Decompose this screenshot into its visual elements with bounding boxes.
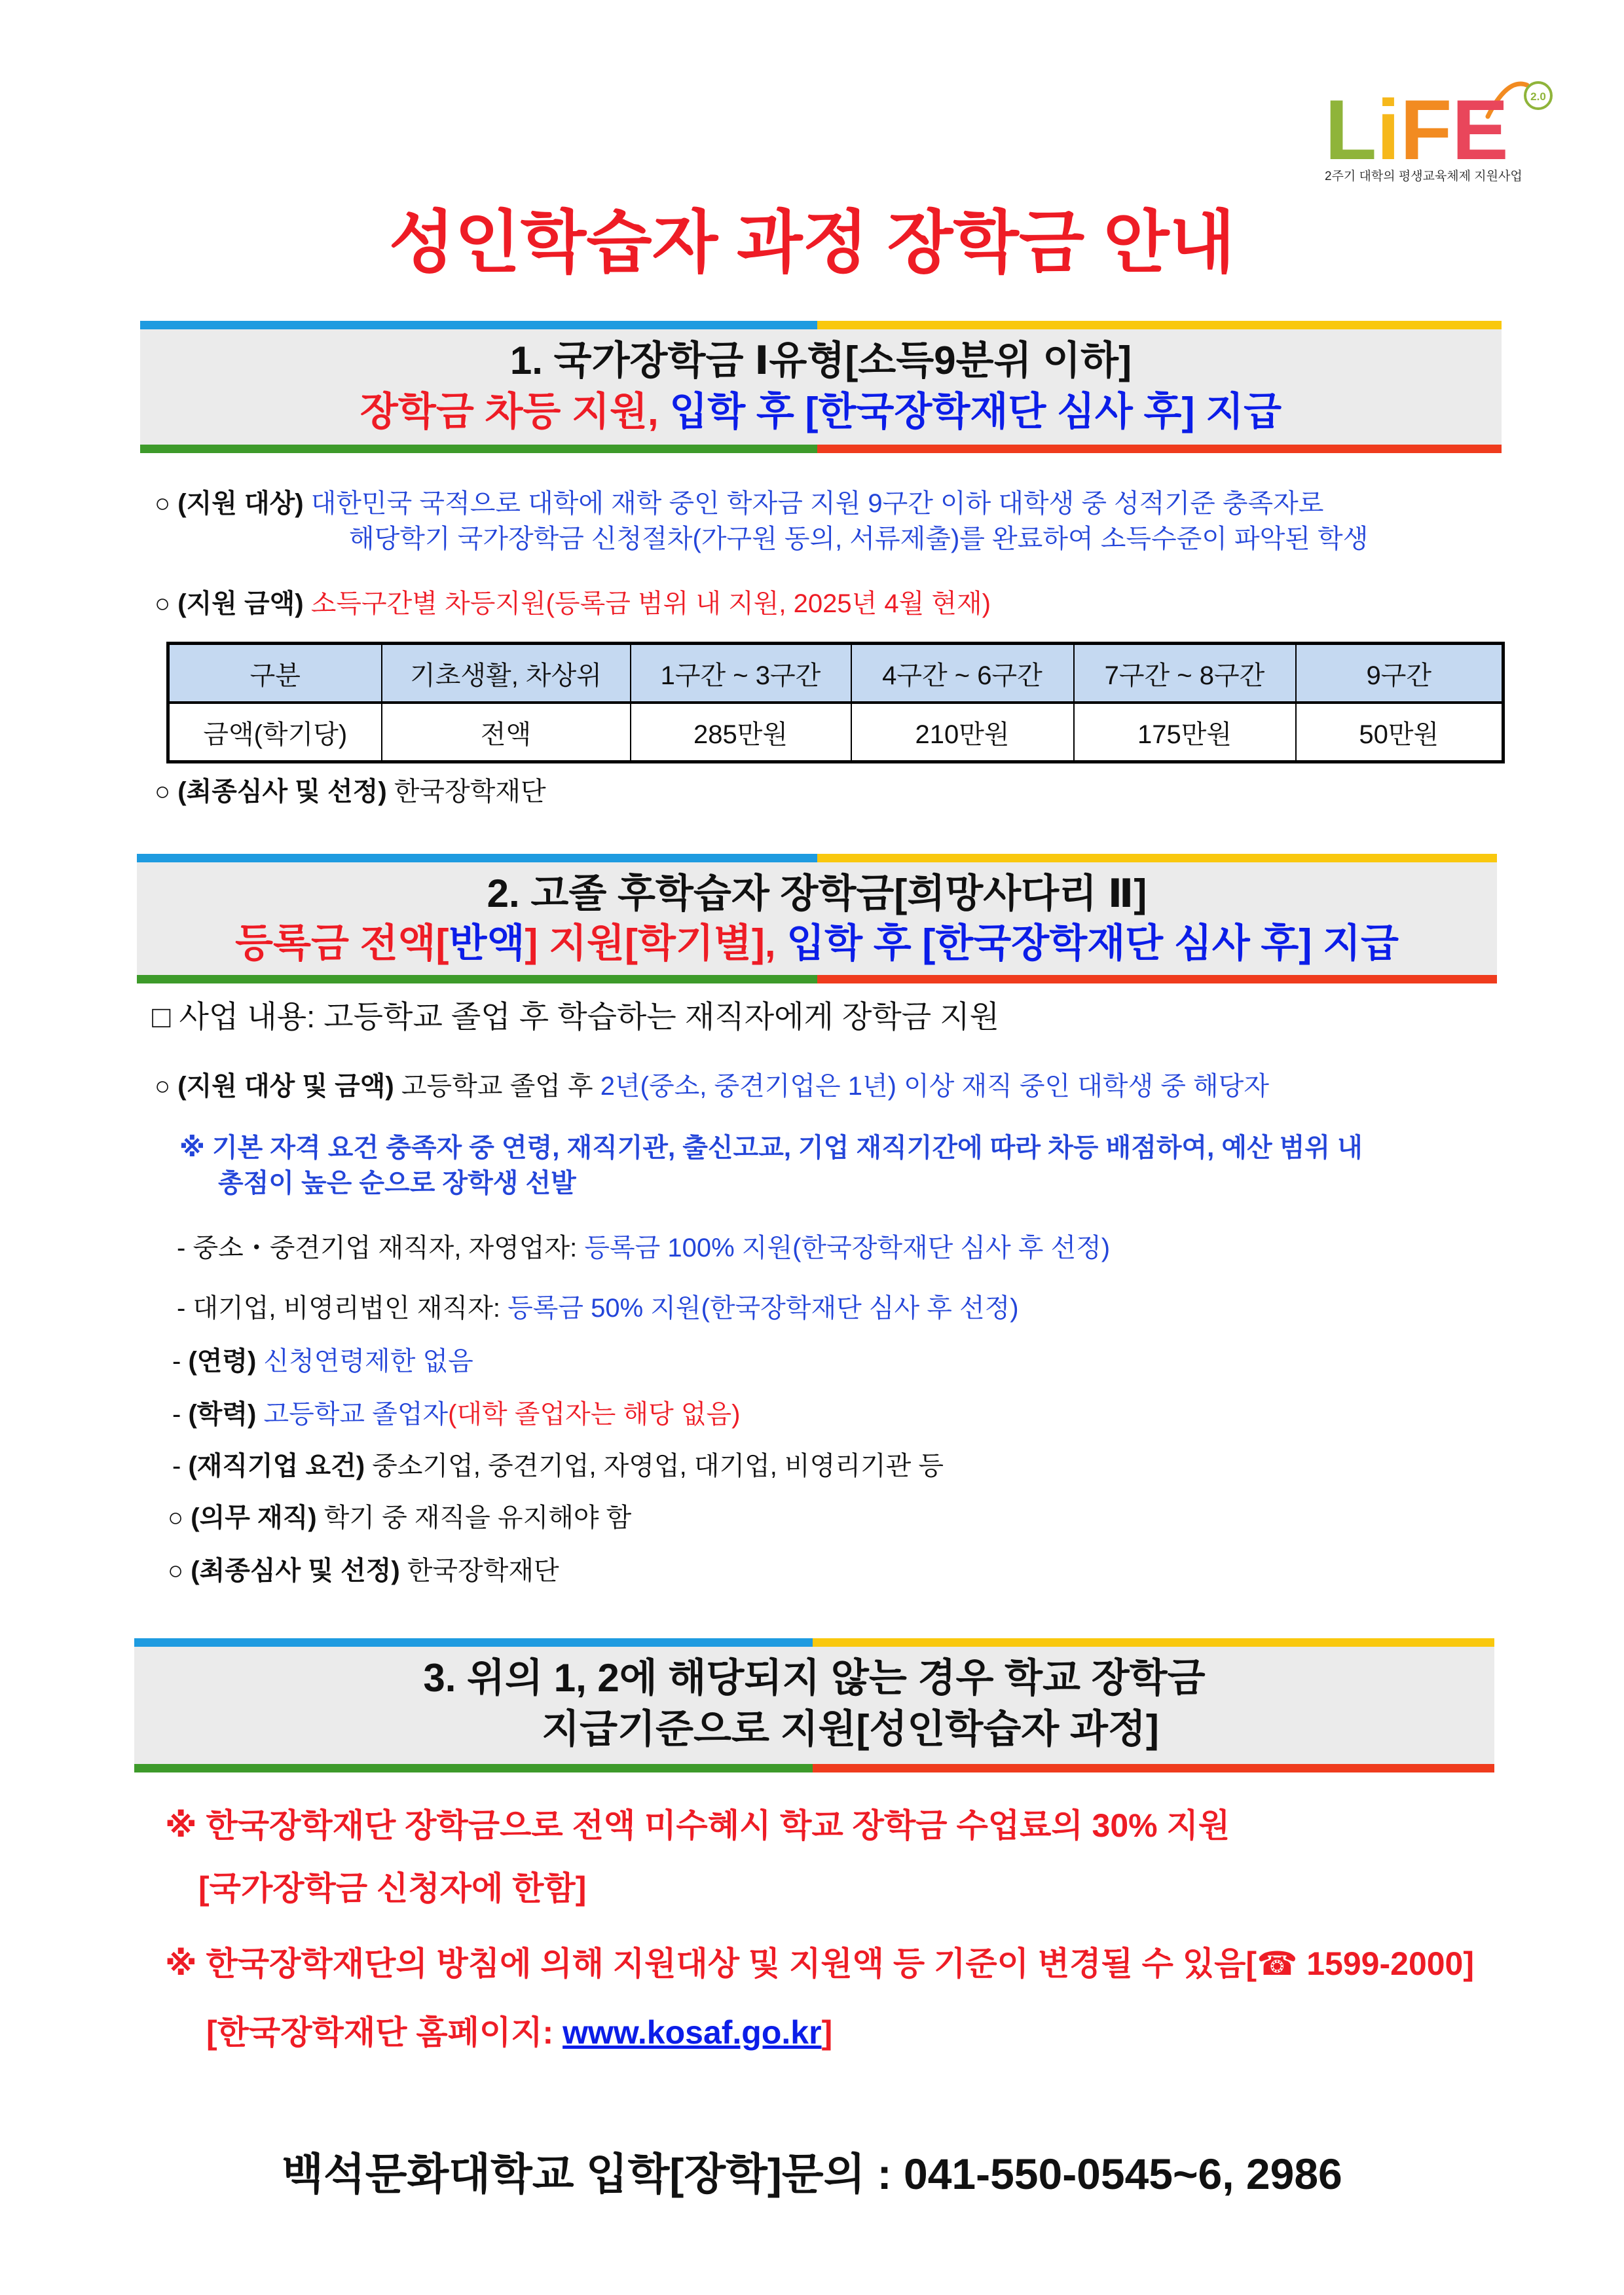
section2-education-text: 고등학교 졸업자 <box>263 1400 449 1429</box>
section2-age-text: 신청연령제한 없음 <box>263 1347 473 1376</box>
logo-subtitle: 2주기 대학의 평생교육체제 지원사업 <box>1325 170 1522 183</box>
logo-letter-e: E <box>1452 82 1509 170</box>
section1-target-text-line2: 해당학기 국가장학금 신청절차(가구원 동의, 서류제출)를 완료하여 소득수준이 파악된 학생 <box>349 524 1369 553</box>
table-row <box>168 703 1504 762</box>
section1-selection-text: 한국장학재단 <box>394 777 546 806</box>
section2-large-text: 등록금 50% 지원(한국장학재단 심사 후 선정) <box>507 1294 1019 1323</box>
section2-criteria-text-line2: 총점이 높은 순으로 장학생 선발 <box>218 1169 576 1198</box>
section2-heading-blue-b: 입학 후 [한국장학재단 심사 후] 지급 <box>786 921 1399 965</box>
section3-bottom-bar-green <box>134 1764 813 1772</box>
bullet-circle: ○ <box>155 777 171 806</box>
logo-version: 2.0 <box>1530 90 1546 103</box>
section1-target <box>155 488 1323 519</box>
section2-selection-label: (최종심사 및 선정) <box>191 1556 400 1585</box>
section2-heading-line1: 2. 고졸 후학습자 장학금[희망사다리 Ⅱ] <box>487 872 1147 915</box>
bullet-circle: ○ <box>155 1072 171 1101</box>
reference-mark: ※ <box>165 1807 197 1844</box>
section2-employer <box>172 1450 944 1482</box>
section1-heading-blue: 입학 후 [한국장학재단 심사 후] 지급 <box>669 390 1282 433</box>
section2-selection-text: 한국장학재단 <box>407 1556 559 1585</box>
scholarship-amount-table <box>166 642 1505 763</box>
table-cell: 금액(학기당) <box>168 703 382 762</box>
bullet-circle: ○ <box>155 489 171 518</box>
section1-target-text: 대한민국 국적으로 대학에 재학 중인 학자금 지원 9구간 이하 대학생 중 성적기준 충족자로 <box>310 489 1324 518</box>
table-cell: 210만원 <box>851 703 1074 762</box>
section1-top-bar-blue <box>140 321 817 329</box>
logo-letter-i: i <box>1376 82 1401 170</box>
table-header-cell: 구분 <box>168 644 382 703</box>
section2-education <box>172 1399 740 1430</box>
bullet-circle: ○ <box>168 1503 184 1532</box>
section2-heading-blue-a: 반액 <box>449 921 525 965</box>
table-header-cell: 7구간 ~ 8구간 <box>1074 644 1296 703</box>
section1-heading-red: 장학금 차등 지원, <box>360 390 659 433</box>
section2-sme-text: 등록금 100% 지원(한국장학재단 심사 후 선정) <box>584 1234 1111 1262</box>
bullet-dash: - <box>172 1347 181 1376</box>
section2-heading-line2 <box>137 919 1497 968</box>
section1-header-box <box>140 321 1502 453</box>
section2-top-bar-yellow <box>817 854 1497 862</box>
contact-footer: 백석문화대학교 입학[장학]문의 : 041-550-0545~6, 2986 <box>282 2150 1342 2198</box>
table-header-cell: 1구간 ~ 3구간 <box>631 644 851 703</box>
section3-header-box <box>134 1638 1494 1772</box>
section2-criteria-note <box>179 1132 1363 1164</box>
section2-top-bar-blue <box>137 854 817 862</box>
logo-letter-f: F <box>1400 82 1452 170</box>
bullet-dash: - <box>177 1234 186 1262</box>
section2-target-label: (지원 대상 및 금액) <box>177 1072 394 1101</box>
section2-heading-red-a: 등록금 전액[ <box>235 921 449 965</box>
table-header-cell: 기초생활, 차상위 <box>382 644 631 703</box>
section3-top-bar-blue <box>134 1638 813 1647</box>
section2-age-label: (연령) <box>188 1347 257 1376</box>
section3-note2-prefix: [한국장학재단 홈페이지: <box>206 2014 563 2051</box>
section2-bottom-bar-red <box>817 975 1497 983</box>
life-logo <box>1316 65 1578 170</box>
section3-note2-suffix: ] <box>821 2014 833 2051</box>
section1-amount-text: 소득구간별 차등지원(등록금 범위 내 지원, 2025년 4월 현재) <box>310 589 991 618</box>
table-cell: 전액 <box>382 703 631 762</box>
section3-top-bar-yellow <box>813 1638 1494 1647</box>
section2-education-label: (학력) <box>188 1400 257 1429</box>
section2-overview-text: 사업 내용: 고등학교 졸업 후 학습하는 재직자에게 장학금 지원 <box>179 999 1000 1034</box>
table-header-cell: 9구간 <box>1296 644 1504 703</box>
section2-duty-label: (의무 재직) <box>191 1503 317 1532</box>
section2-large-support <box>177 1293 1019 1324</box>
logo-letter-l: L <box>1325 82 1377 170</box>
section1-target-label: (지원 대상) <box>177 489 304 518</box>
section3-heading-line1: 3. 위의 1, 2에 해당되지 않는 경우 학교 장학금 <box>423 1656 1206 1700</box>
table-cell: 285만원 <box>631 703 851 762</box>
section2-employer-label: (재직기업 요건) <box>188 1452 365 1480</box>
section3-note1-sub: [국가장학금 신청자에 한함] <box>198 1870 587 1907</box>
section2-criteria-text: 기본 자격 요건 충족자 중 연령, 재직기관, 출신고교, 기업 재직기간에 따라 차등 배점하여, 예산 범위 내 <box>212 1133 1363 1162</box>
section1-bottom-bar-red <box>817 445 1502 453</box>
reference-mark: ※ <box>179 1133 205 1162</box>
section3-note2 <box>165 1944 1474 1983</box>
section2-target-text-b: 2년(중소, 중견기업은 1년) 이상 재직 중인 대학생 중 해당자 <box>600 1072 1269 1101</box>
section2-duty-text: 학기 중 재직을 유지해야 함 <box>323 1503 632 1532</box>
page-title: 성인학습자 과정 장학금 안내 <box>388 205 1236 281</box>
bullet-circle: ○ <box>155 589 171 618</box>
section1-heading-line1: 1. 국가장학금 Ⅰ유형[소득9분위 이하] <box>509 339 1132 382</box>
section1-top-bar-yellow <box>817 321 1502 329</box>
section2-sme-support <box>177 1232 1110 1264</box>
section1-bottom-bar-green <box>140 445 817 453</box>
section3-note2-text: 한국장학재단의 방침에 의해 지원대상 및 지원액 등 기준이 변경될 수 있음[☎ 1599-2000] <box>206 1945 1475 1982</box>
table-cell: 175만원 <box>1074 703 1296 762</box>
section2-overview <box>152 999 999 1035</box>
bullet-dash: - <box>172 1400 181 1429</box>
section1-amount-label: (지원 금액) <box>177 589 304 618</box>
section1-amount <box>155 588 991 619</box>
section2-education-note: (대학 졸업자는 해당 없음) <box>448 1400 741 1429</box>
section3-heading-line2: 지급기준으로 지원[성인학습자 과정] <box>542 1707 1159 1751</box>
bullet-circle: ○ <box>168 1556 184 1585</box>
section2-large-label: 대기업, 비영리법인 재직자: <box>193 1294 500 1323</box>
section2-age <box>172 1346 473 1377</box>
reference-mark: ※ <box>165 1945 197 1982</box>
section2-target <box>155 1071 1269 1102</box>
section3-bottom-bar-red <box>813 1764 1494 1772</box>
table-header-cell: 4구간 ~ 6구간 <box>851 644 1074 703</box>
section2-bottom-bar-green <box>137 975 817 983</box>
section2-heading-red-b: ] 지원[학기별], <box>525 921 776 965</box>
section1-selection <box>155 776 546 807</box>
bullet-dash: - <box>172 1452 181 1480</box>
section3-note1 <box>165 1806 1230 1845</box>
section1-heading-line2 <box>140 388 1502 436</box>
section2-duty <box>168 1502 631 1533</box>
section2-sme-label: 중소・중견기업 재직자, 자영업자: <box>193 1234 578 1262</box>
section2-header-box <box>137 854 1497 983</box>
section3-note2-sub <box>206 2013 832 2052</box>
kosaf-website-link[interactable]: www.kosaf.go.kr <box>563 2014 822 2051</box>
table-cell: 50만원 <box>1296 703 1504 762</box>
checkbox-square-icon: □ <box>152 999 171 1034</box>
section2-selection <box>168 1555 559 1587</box>
table-header-row <box>168 644 1504 703</box>
section1-selection-label: (최종심사 및 선정) <box>177 777 387 806</box>
section3-note1-text: 한국장학재단 장학금으로 전액 미수혜시 학교 장학금 수업료의 30% 지원 <box>206 1807 1230 1844</box>
bullet-dash: - <box>177 1294 186 1323</box>
section2-target-text-a: 고등학교 졸업 후 <box>401 1072 593 1101</box>
section2-employer-text: 중소기업, 중견기업, 자영업, 대기업, 비영리기관 등 <box>372 1452 944 1480</box>
